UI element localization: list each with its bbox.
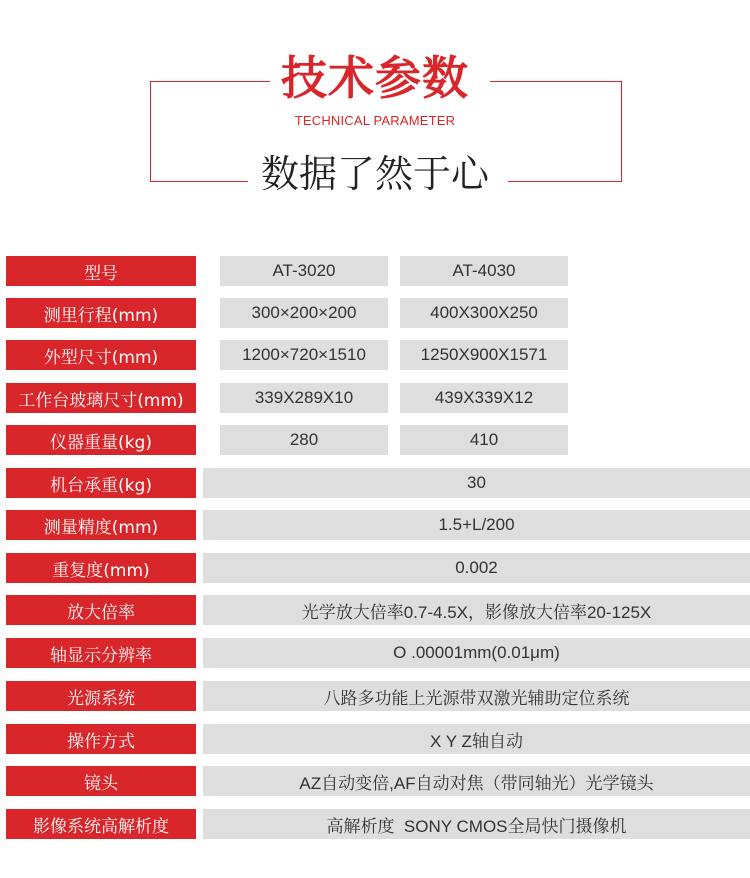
spec-row-resolution <box>0 638 750 668</box>
spec-value: 光学放大倍率0.7-4.5X，影像放大倍率20-125X <box>203 595 750 625</box>
spec-value: O .00001mm(0.01μm) <box>203 638 750 668</box>
spec-value: 高解析度 SONY CMOS全局快门摄像机 <box>203 809 750 839</box>
spec-value: 30 <box>203 468 750 498</box>
spec-value: 1.5+L/200 <box>203 510 750 540</box>
spec-value-at4030: 1250X900X1571 <box>400 340 568 370</box>
spec-label: 机台承重(kg) <box>6 468 196 498</box>
spec-value-at4030: 400X300X250 <box>400 298 568 328</box>
spec-row-repeatability <box>0 553 750 583</box>
spec-label: 测量精度(mm) <box>6 510 196 540</box>
page-title: 技术参数 <box>281 51 469 105</box>
spec-label: 影像系统高解析度 <box>6 809 196 839</box>
spec-value-at3020: AT-3020 <box>220 256 388 286</box>
page-subtitle: TECHNICAL PARAMETER <box>294 113 456 128</box>
spec-value: 八路多功能上光源带双激光辅助定位系统 <box>203 681 750 711</box>
spec-value-at4030: 439X339X12 <box>400 383 568 413</box>
spec-row-operation <box>0 724 750 754</box>
spec-value-at3020: 300×200×200 <box>220 298 388 328</box>
spec-row-travel <box>0 298 750 328</box>
spec-value: AZ自动变倍,AF自动对焦（带同轴光）光学镜头 <box>203 766 750 796</box>
spec-label: 外型尺寸(mm) <box>6 340 196 370</box>
spec-label: 镜头 <box>6 766 196 796</box>
spec-row-lens <box>0 766 750 796</box>
spec-label: 轴显示分辨率 <box>6 638 196 668</box>
spec-label: 工作台玻璃尺寸(mm) <box>6 383 196 413</box>
spec-value-at3020: 280 <box>220 425 388 455</box>
spec-label: 型号 <box>6 256 196 286</box>
spec-value: X Y Z轴自动 <box>203 724 750 754</box>
spec-row-accuracy <box>0 510 750 540</box>
spec-row-model <box>0 256 750 286</box>
spec-row-load <box>0 468 750 498</box>
header <box>0 0 750 230</box>
spec-label: 操作方式 <box>6 724 196 754</box>
spec-row-imaging <box>0 809 750 839</box>
spec-value-at4030: AT-4030 <box>400 256 568 286</box>
spec-row-weight <box>0 425 750 455</box>
spec-label: 光源系统 <box>6 681 196 711</box>
spec-value: 0.002 <box>203 553 750 583</box>
slogan: 数据了然于心 <box>260 152 489 196</box>
spec-value-at3020: 339X289X10 <box>220 383 388 413</box>
spec-row-glass <box>0 383 750 413</box>
spec-row-light <box>0 681 750 711</box>
spec-row-magnification <box>0 595 750 625</box>
spec-label: 放大倍率 <box>6 595 196 625</box>
spec-row-dimensions <box>0 340 750 370</box>
spec-label: 重复度(mm) <box>6 553 196 583</box>
spec-label: 测里行程(mm) <box>6 298 196 328</box>
spec-label: 仪器重量(kg) <box>6 425 196 455</box>
spec-value-at3020: 1200×720×1510 <box>220 340 388 370</box>
spec-value-at4030: 410 <box>400 425 568 455</box>
